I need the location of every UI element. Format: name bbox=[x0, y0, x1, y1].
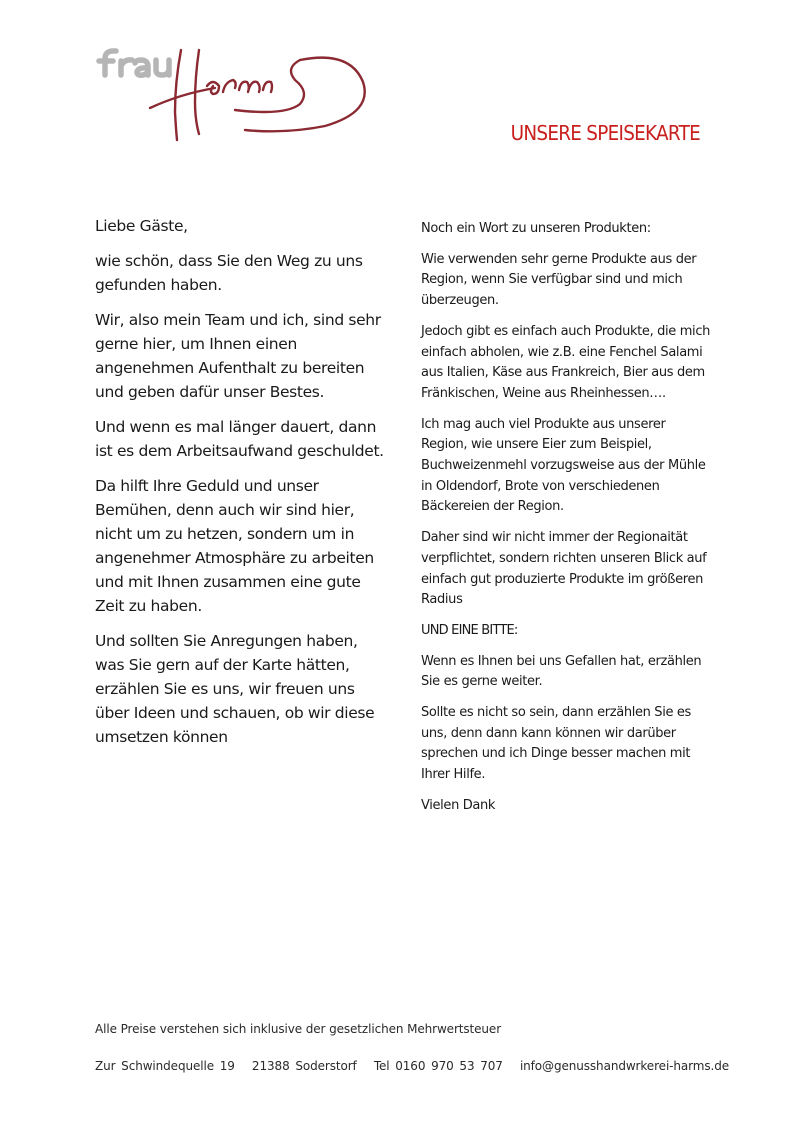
welcome-column bbox=[95, 214, 385, 760]
brand-logo bbox=[95, 42, 375, 147]
products-intro: Noch ein Wort zu unseren Produkten: bbox=[421, 221, 651, 236]
closing-thanks: Vielen Dank bbox=[421, 797, 496, 813]
welcome-paragraph: Da hilft Ihre Geduld und unser Bemühen, denn auch wir sind hier, nicht um zu hetzen, sondern um in angenehmer Atmosphäre zu arbeiten und mit Ihnen zusammen eine gute Zeit zu haben. bbox=[95, 477, 374, 615]
products-paragraph: Jedoch gibt es einfach auch Produkte, die mich einfach abholen, wie z.B. eine Fenchel Salami aus Italien, Käse aus Frankreich, Bier aus dem Fränkischen, Weine aus Rheinhessen…. bbox=[421, 323, 711, 401]
welcome-paragraph: Und sollten Sie Anregungen haben, was Sie gern auf der Karte hätten, erzählen Sie es uns, wir freuen uns über Ideen und schauen, ob wir diese umsetzen können bbox=[95, 632, 375, 746]
greeting: Liebe Gäste, bbox=[95, 217, 188, 235]
products-paragraph: Daher sind wir nicht immer der Regionaität verpflichtet, sondern richten unseren Blick auf einfach gut produzierte Produkte im größeren Radius bbox=[421, 530, 707, 608]
logo-graphic bbox=[95, 42, 375, 147]
products-paragraph: Wie verwenden sehr gerne Produkte aus der Region, wenn Sie verfügbar sind und mich überzeugen. bbox=[421, 251, 697, 309]
request-paragraph: Wenn es Ihnen bei uns Gefallen hat, erzählen Sie es gerne weiter. bbox=[421, 653, 702, 690]
welcome-paragraph: wie schön, dass Sie den Weg zu uns gefunden haben. bbox=[95, 252, 363, 294]
products-column bbox=[421, 219, 711, 827]
page-title: UNSERE SPEISEKARTE bbox=[510, 121, 700, 145]
welcome-paragraph: Wir, also mein Team und ich, sind sehr gerne hier, um Ihnen einen angenehmen Aufenthalt zu bereiten und geben dafür unser Bestes. bbox=[95, 311, 381, 401]
contact-line: Zur Schwindequelle 19 21388 Soderstorf Tel 0160 970 53 707 info@genusshandwrkerei-harms.de bbox=[95, 1059, 730, 1073]
request-heading: UND EINE BITTE: bbox=[421, 622, 518, 638]
request-paragraph: Sollte es nicht so sein, dann erzählen Sie es uns, denn dann kann können wir darüber sprechen und ich Dinge besser machen mit Ihrer Hilfe. bbox=[421, 705, 691, 783]
prices-note: Alle Preise verstehen sich inklusive der gesetzlichen Mehrwertsteuer bbox=[95, 1022, 502, 1036]
products-paragraph: Ich mag auch viel Produkte aus unserer Region, wie unsere Eier zum Beispiel, Buchweizenmehl vorzugsweise aus der Mühle in Oldendorf, Brote von verschiedenen Bäckereien der Region. bbox=[421, 416, 706, 515]
welcome-paragraph: Und wenn es mal länger dauert, dann ist es dem Arbeitsaufwand geschuldet. bbox=[95, 418, 384, 460]
